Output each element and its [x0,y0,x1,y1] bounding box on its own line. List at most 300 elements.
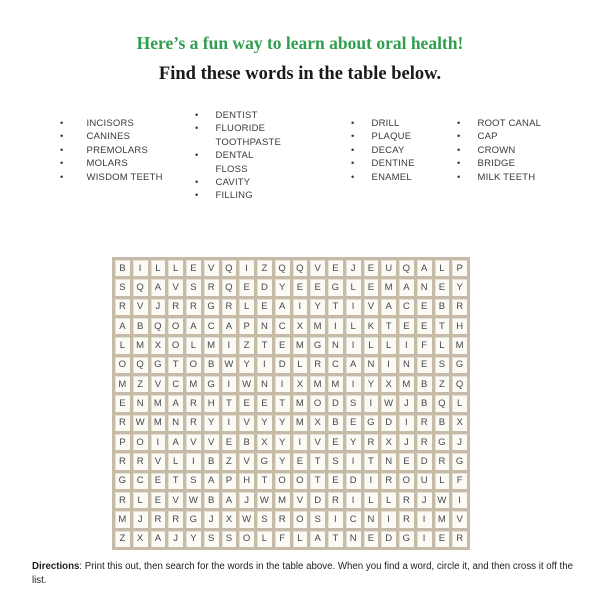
grid-cell: E [417,357,432,373]
grid-cell: I [417,511,432,527]
grid-cell: A [275,299,290,315]
grid-cell: O [275,473,290,489]
grid-cell: R [328,492,343,508]
grid-cell: B [204,492,219,508]
grid-cell: I [328,318,343,334]
grid-cell: M [293,337,308,353]
grid-cell: R [168,299,183,315]
bullet-icon: • [351,144,355,156]
grid-cell: G [310,337,325,353]
grid-cell: R [151,511,166,527]
word-list-column [351,117,415,184]
grid-cell: H [452,318,467,334]
grid-cell: Y [275,453,290,469]
grid-cell: A [115,318,130,334]
grid-cell: R [417,434,432,450]
grid-cell: E [435,279,450,295]
bullet-icon: • [457,171,461,183]
word-label: WISDOM TEETH [86,171,163,183]
directions-label: Directions [32,561,80,572]
grid-cell: A [417,260,432,276]
bullet-icon: • [457,144,461,156]
grid-cell: J [204,511,219,527]
grid-cell: R [381,473,396,489]
grid-cell: Q [452,376,467,392]
grid-cell: E [346,415,361,431]
grid-cell: I [381,511,396,527]
grid-cell: A [151,279,166,295]
grid-cell: F [452,473,467,489]
word-list-column [60,117,163,184]
grid-cell: R [417,415,432,431]
grid-cell: R [435,453,450,469]
grid-cell: P [452,260,467,276]
grid-cell: E [328,260,343,276]
grid-cell: B [204,453,219,469]
grid-cell: E [310,279,325,295]
grid-cell: N [257,318,272,334]
grid-cell: S [346,395,361,411]
word-label: CROWN [477,144,516,156]
grid-cell: L [293,357,308,373]
grid-cell: R [133,453,148,469]
grid-cell: N [168,415,183,431]
bullet-icon: • [60,144,64,156]
grid-cell: T [222,395,237,411]
grid-cell: V [168,492,183,508]
grid-cell: G [151,357,166,373]
grid-cell: V [168,279,183,295]
grid-cell: L [293,531,308,547]
grid-cell: V [452,511,467,527]
grid-cell: X [293,318,308,334]
grid-cell: L [452,395,467,411]
grid-cell: W [239,376,254,392]
grid-cell: E [293,279,308,295]
grid-cell: Q [222,279,237,295]
grid-cell: V [310,260,325,276]
word-list-item [351,117,415,130]
grid-cell: Q [133,357,148,373]
grid-cell: S [328,453,343,469]
grid-cell: X [222,511,237,527]
grid-cell: E [417,299,432,315]
grid-cell: Z [133,376,148,392]
grid-cell: W [257,492,272,508]
grid-cell: M [381,279,396,295]
grid-cell: B [435,299,450,315]
grid-cell: O [133,434,148,450]
grid-cell: I [328,511,343,527]
grid-cell: B [204,357,219,373]
grid-cell: N [257,376,272,392]
grid-cell: E [328,434,343,450]
page-subtitle: Find these words in the table below. [158,64,442,84]
grid-cell: I [346,453,361,469]
grid-cell: R [452,299,467,315]
bullet-icon: • [60,118,64,129]
grid-cell: J [346,260,361,276]
grid-cell: I [222,415,237,431]
grid-cell: E [399,318,414,334]
directions-body: : Print this out, then search for the words in the table above. When you find a word, circle it, and then cross it off the list. [32,561,573,586]
grid-cell: R [186,415,201,431]
grid-cell: I [452,492,467,508]
word-label: INCISORS [86,118,135,129]
grid-cell: H [204,395,219,411]
grid-cell: W [133,415,148,431]
grid-cell: C [275,318,290,334]
grid-cell: T [381,318,396,334]
grid-cell: K [364,318,379,334]
grid-cell: Q [399,260,414,276]
grid-cell: S [186,473,201,489]
bullet-icon: • [195,177,199,189]
grid-cell: S [257,511,272,527]
grid-cell: I [275,376,290,392]
page-title: Here’s a fun way to learn about oral health! [136,33,464,53]
grid-cell: X [452,415,467,431]
grid-cell: M [133,337,148,353]
grid-cell: S [310,511,325,527]
grid-cell: R [168,511,183,527]
grid-cell: Y [452,279,467,295]
grid-cell: J [151,299,166,315]
grid-cell: Y [186,531,201,547]
grid-cell: V [186,434,201,450]
grid-cell: S [204,531,219,547]
grid-cell: B [417,395,432,411]
bullet-icon: • [351,131,355,143]
grid-cell: L [168,260,183,276]
word-label: CAVITY [215,177,251,189]
grid-cell: N [328,337,343,353]
grid-cell: X [381,376,396,392]
grid-cell: G [204,376,219,392]
grid-cell: E [364,531,379,547]
grid-cell: D [257,279,272,295]
grid-cell: L [186,337,201,353]
grid-cell: R [204,279,219,295]
grid-cell: H [239,473,254,489]
word-list-item [457,157,541,170]
grid-cell: J [239,492,254,508]
grid-cell: I [293,299,308,315]
grid-cell: J [452,434,467,450]
grid-cell: N [381,453,396,469]
grid-cell: Q [133,279,148,295]
grid-cell: S [115,279,130,295]
grid-cell: I [346,299,361,315]
word-label: ENAMEL [371,171,412,183]
grid-cell: L [133,492,148,508]
grid-cell: I [399,415,414,431]
word-label: DECAY [371,144,405,156]
grid-cell: P [222,473,237,489]
grid-cell: L [381,337,396,353]
grid-cell: P [115,434,130,450]
grid-cell: W [381,395,396,411]
grid-cell: M [151,415,166,431]
grid-cell: M [328,376,343,392]
grid-cell: T [275,395,290,411]
grid-cell: T [257,337,272,353]
word-list-item [457,117,541,130]
grid-cell: E [257,395,272,411]
word-list-item [195,189,281,202]
grid-cell: E [328,473,343,489]
grid-cell: Y [239,357,254,373]
grid-cell: M [115,376,130,392]
grid-cell: O [399,473,414,489]
grid-cell: T [168,357,183,373]
grid-cell: V [151,453,166,469]
grid-cell: N [399,357,414,373]
grid-cell: I [364,395,379,411]
grid-cell: L [115,337,130,353]
grid-cell: Y [275,415,290,431]
word-list-column [195,109,281,203]
grid-cell: Y [275,279,290,295]
grid-cell: S [222,531,237,547]
word-list-item [457,171,541,184]
bullet-icon: • [195,190,199,202]
grid-cell: A [222,318,237,334]
grid-cell: Y [346,434,361,450]
grid-cell: O [239,531,254,547]
word-list-item [457,130,541,143]
grid-cell: L [346,279,361,295]
grid-cell: E [239,395,254,411]
grid-cell: V [204,260,219,276]
grid-cell: V [310,434,325,450]
grid-cell: I [364,473,379,489]
grid-cell: E [257,299,272,315]
grid-cell: V [204,434,219,450]
grid-cell: T [328,531,343,547]
grid-cell: X [151,337,166,353]
word-list-item [60,157,163,170]
grid-cell: I [346,492,361,508]
grid-cell: V [239,415,254,431]
grid-cell: X [257,434,272,450]
grid-cell: L [168,453,183,469]
bullet-icon: • [60,158,64,170]
word-label: MILK TEETH [477,171,536,183]
grid-cell: I [239,260,254,276]
bullet-icon: • [60,131,64,143]
grid-cell: M [151,395,166,411]
grid-cell: Q [435,395,450,411]
grid-cell: T [310,473,325,489]
grid-cell: X [293,376,308,392]
grid-cell: C [346,511,361,527]
grid-cell: B [133,318,148,334]
grid-cell: C [399,299,414,315]
grid-cell: Z [257,260,272,276]
grid-cell: V [239,453,254,469]
bullet-icon: • [457,131,461,143]
grid-cell: X [310,415,325,431]
grid-cell: D [346,473,361,489]
grid-cell: L [364,492,379,508]
grid-cell: C [168,376,183,392]
grid-cell: X [381,434,396,450]
grid-cell: L [435,473,450,489]
word-label: DENTINE [371,158,415,170]
grid-cell: G [364,415,379,431]
grid-cell: M [435,511,450,527]
grid-cell: I [381,357,396,373]
word-label: BRIDGE [477,158,516,170]
grid-cell: E [186,260,201,276]
word-label: DENTAL FLOSS [215,150,254,175]
grid-cell: Z [115,531,130,547]
word-list-item [60,117,163,130]
grid-cell: O [115,357,130,373]
grid-cell: B [239,434,254,450]
word-label: PREMOLARS [86,144,148,156]
grid-cell: N [133,395,148,411]
bullet-icon: • [60,171,64,183]
grid-cell: T [310,453,325,469]
grid-cell: D [275,357,290,373]
word-list-item [60,144,163,157]
grid-cell: V [364,299,379,315]
bullet-icon: • [195,110,199,121]
grid-cell: G [435,434,450,450]
grid-cell: B [435,415,450,431]
grid-cell: L [435,260,450,276]
grid-cell: A [346,357,361,373]
grid-cell: Q [151,318,166,334]
word-label: PLAQUE [371,131,412,143]
grid-cell: A [168,434,183,450]
grid-cell: Q [275,260,290,276]
grid-cell: M [275,492,290,508]
grid-cell: F [417,337,432,353]
grid-cell: A [381,299,396,315]
grid-cell: N [346,531,361,547]
word-label: FILLING [215,190,253,202]
grid-cell: R [364,434,379,450]
grid-cell: A [186,318,201,334]
grid-cell: I [133,260,148,276]
grid-cell: D [328,395,343,411]
grid-cell: F [275,531,290,547]
grid-cell: M [399,376,414,392]
word-list-item [351,130,415,143]
grid-cell: W [222,357,237,373]
grid-cell: R [186,395,201,411]
grid-cell: M [310,376,325,392]
grid-cell: E [399,453,414,469]
grid-cell: P [239,318,254,334]
grid-cell: Q [293,260,308,276]
word-label: MOLARS [86,158,128,170]
grid-cell: E [222,434,237,450]
grid-cell: R [399,492,414,508]
bullet-icon: • [351,158,355,170]
grid-cell: J [399,434,414,450]
grid-cell: R [115,453,130,469]
grid-cell: I [293,434,308,450]
grid-cell: M [204,337,219,353]
grid-cell: R [115,299,130,315]
grid-cell: Q [222,260,237,276]
grid-cell: D [417,453,432,469]
grid-cell: U [381,260,396,276]
grid-cell: B [328,415,343,431]
grid-cell: Y [257,415,272,431]
grid-cell: I [399,337,414,353]
grid-cell: M [115,511,130,527]
grid-cell: I [151,434,166,450]
grid-cell: E [275,337,290,353]
grid-cell: X [133,531,148,547]
grid-cell: D [381,531,396,547]
grid-cell: O [186,357,201,373]
grid-cell: V [133,299,148,315]
grid-cell: L [364,337,379,353]
word-list-item [351,171,415,184]
bullet-icon: • [195,123,199,135]
grid-cell: Y [275,434,290,450]
grid-cell: E [151,492,166,508]
grid-cell: I [222,376,237,392]
grid-cell: M [293,415,308,431]
bullet-icon: • [351,118,355,129]
grid-cell: R [115,415,130,431]
grid-cell: U [417,473,432,489]
word-list-item [351,144,415,157]
grid-cell: O [168,318,183,334]
grid-cell: L [381,492,396,508]
grid-cell: L [239,299,254,315]
word-list-item [60,130,163,143]
grid-cell: J [399,395,414,411]
grid-cell: Z [222,453,237,469]
grid-cell: J [417,492,432,508]
grid-cell: Y [364,376,379,392]
grid-cell: W [186,492,201,508]
grid-cell: G [186,511,201,527]
grid-cell: L [257,531,272,547]
grid-cell: M [186,376,201,392]
grid-cell: I [346,337,361,353]
grid-cell: R [222,299,237,315]
grid-cell: G [452,357,467,373]
grid-cell: N [417,279,432,295]
grid-cell: E [364,260,379,276]
grid-cell: A [222,492,237,508]
bullet-icon: • [457,158,461,170]
grid-cell: O [168,337,183,353]
grid-cell: R [452,531,467,547]
grid-cell: N [364,357,379,373]
grid-cell: C [328,357,343,373]
word-list-item [60,171,163,184]
grid-cell: A [310,531,325,547]
grid-cell: L [151,260,166,276]
grid-cell: C [204,318,219,334]
grid-cell: R [310,357,325,373]
grid-cell: O [293,511,308,527]
word-label: ROOT CANAL [477,118,542,129]
word-label: CAP [477,131,498,143]
grid-cell: T [435,318,450,334]
grid-cell: D [310,492,325,508]
